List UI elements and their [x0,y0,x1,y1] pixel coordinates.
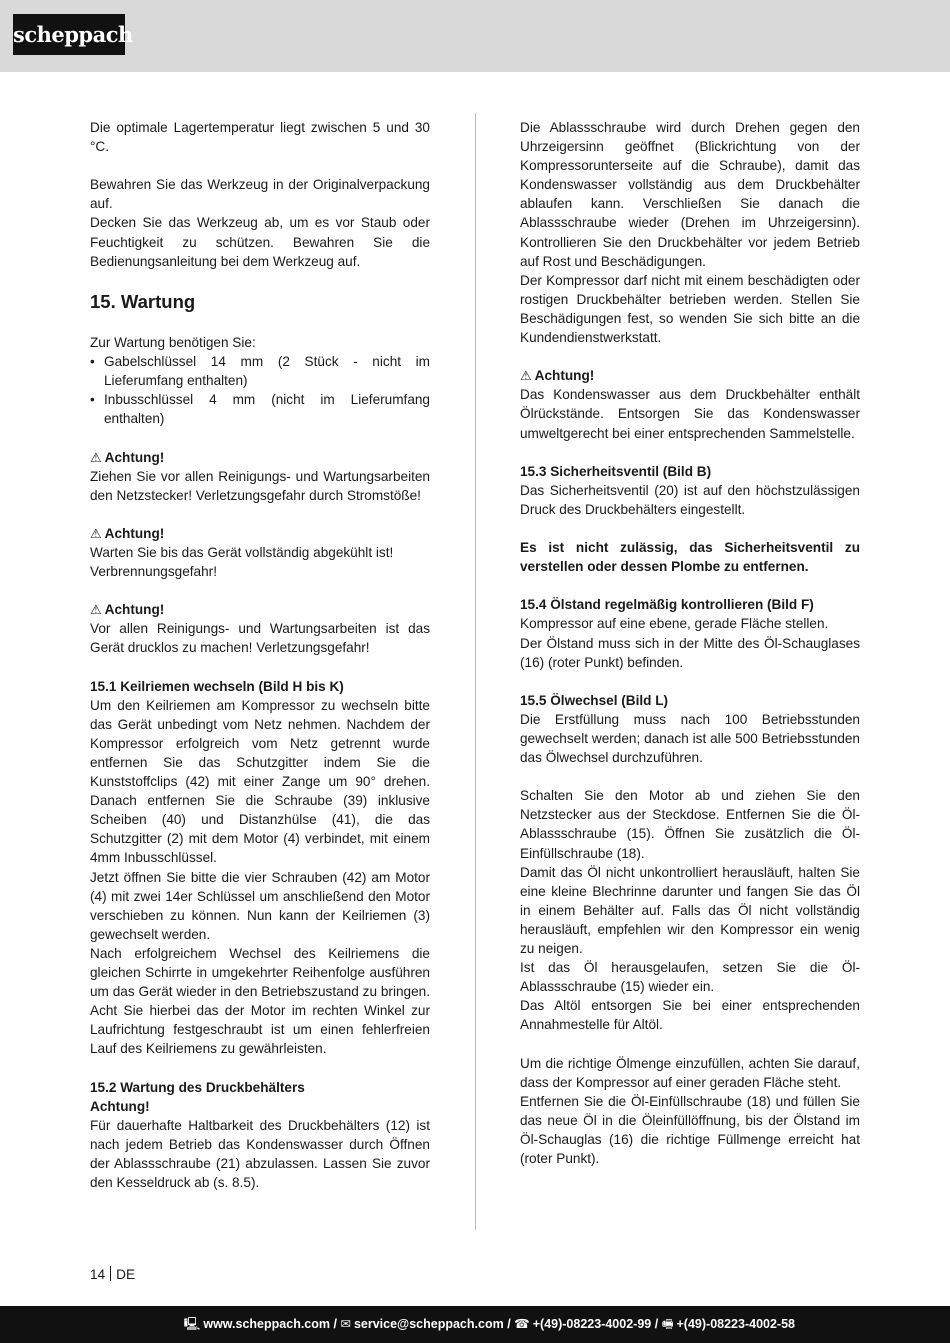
footer-separator: / [654,1317,659,1331]
phone-icon: ☎︎ [514,1317,530,1331]
storage-cover-text: Decken Sie das Werkzeug ab, um es vor Staub oder Feuchtigkeit zu schützen. Bewahren Sie die Bedienungsanleitung bei dem Werkzeug auf. [90,215,430,269]
page-separator [110,1266,111,1281]
oil-change-text-4: Ist das Öl herausgelaufen, setzen Sie die Öl-Ablassschraube (15) wieder ein. [520,960,860,995]
fax-icon: 🖷︎ [661,1317,674,1331]
oil-change-text-7: Entfernen Sie die Öl-Einfüllschraube (18) und füllen Sie das neue Öl in die Öleinfüllöffnung, bis der Ölstand im Öl-Schauglas (16) die richtige Füllmenge erreicht hat (roter Punkt). [520,1093,860,1167]
warning-triangle-icon: ⚠ [90,602,102,618]
damaged-tank-text: Der Kompressor darf nicht mit einem beschädigten oder rostigen Druckbehälter betrieben werden. Stellen Sie Beschädigungen fest, so wenden Sie sich bitte an die Kundendienstwerkstatt. [520,272,860,346]
warning-title: Achtung! [90,1098,150,1114]
page-footer [0,1306,950,1343]
left-column [90,118,430,1192]
footer-contact [184,1306,795,1343]
oil-level-text-2: Der Ölstand muss sich in der Mitte des Öl-Schauglases (16) (roter Punkt) befinden. [520,635,860,670]
storage-temperature-text: Die optimale Lagertemperatur liegt zwischen 5 und 30 °C. [90,120,430,155]
oil-level-text-1: Kompressor auf eine ebene, gerade Fläche stellen. [520,616,829,632]
oil-change-text-1: Die Erstfüllung muss nach 100 Betriebsstunden gewechselt werden; danach ist alle 500 Betriebsstunden das Ölwechsel durchzuführen. [520,711,860,766]
tools-intro: Zur Wartung benötigen Sie: [90,334,256,350]
computer-icon: 🖳︎ [183,1317,201,1331]
storage-packaging-text: Bewahren Sie das Werkzeug in der Originalverpackung auf. [90,177,430,212]
oil-change-text-6: Um die richtige Ölmenge einzufüllen, achten Sie darauf, dass der Kompressor auf einer geraden Fläche steht. [520,1055,860,1090]
belt-change-text-3: Nach erfolgreichem Wechsel des Keilriemens die gleichen Schirrte in umgekehrter Reihenfolge ausführen um das Gerät wieder in den Betriebszustand zu bringen. Acht Sie hierbei das der Motor im rechten Winkel zur Laufrichtung festgeschraubt ist um einen fehlerfreien Lauf des Keilriemens zu gewährleisten. [90,945,430,1057]
safety-valve-text: Das Sicherheitsventil (20) ist auf den höchstzulässigen Druck des Druckbehälters eingestellt. [520,482,860,517]
oil-change-text-5: Das Altöl entsorgen Sie bei einer entsprechenden Annahmestelle für Altöl. [520,998,860,1033]
warning-title: Achtung! [104,449,165,465]
subsection-title-15-5: 15.5 Ölwechsel (Bild L) [520,692,669,708]
footer-website[interactable]: www.scheppach.com [203,1317,330,1331]
right-column [520,118,860,1168]
subsection-title-15-1: 15.1 Keilriemen wechseln (Bild H bis K) [90,678,344,694]
oil-change-text-3: Damit das Öl nicht unkontrolliert herausläuft, halten Sie eine kleine Blechrinne darunter und fangen Sie das Öl in einem Behälter auf. Falls das Öl nicht vollständig herausläuft, empfehlen wir den Kompressor ein wenig zu neigen. [520,864,860,957]
page-number [90,1266,135,1282]
oil-change-text-2: Schalten Sie den Motor ab und ziehen Sie den Netzstecker aus der Steckdose. Entfernen Sie die Öl-Ablassschraube (15). Öffnen Sie zusätzlich die Öl-Einfüllschraube (18). [520,788,860,861]
mail-icon: ✉︎ [340,1317,351,1331]
warning-triangle-icon: ⚠ [520,368,532,384]
page-language: DE [116,1267,136,1282]
footer-fax: +(49)-08223-4002-58 [676,1317,795,1331]
footer-phone: +(49)-08223-4002-99 [532,1317,652,1331]
tools-list [90,352,430,428]
subsection-title-15-4: 15.4 Ölstand regelmäßig kontrollieren (Bild F) [520,597,814,613]
warning-heading [90,600,430,619]
warning-triangle-icon: ⚠ [90,525,102,541]
page-number-value: 14 [90,1267,106,1282]
warning-text: Verbrennungsgefahr! [90,564,217,580]
safety-valve-notice: Es ist nicht zulässig, das Sicherheitsventil zu verstellen oder dessen Plombe zu entfernen. [520,540,860,575]
column-divider [475,113,476,1230]
footer-separator: / [507,1317,511,1331]
warning-title: Achtung! [104,525,165,541]
footer-email[interactable]: service@scheppach.com [353,1317,504,1331]
tank-maintenance-text: Für dauerhafte Haltbarkeit des Druckbehälters (12) ist nach jedem Betrieb das Kondenswasser durch Öffnen der Ablassschraube (21) abzulassen. Lassen Sie zuvor den Kesseldruck ab (s. 8.5). [90,1117,430,1191]
warning-heading [90,448,430,467]
warning-title: Achtung! [534,368,595,384]
section-title-wartung: 15. Wartung [90,290,196,312]
warning-triangle-icon: ⚠ [90,449,102,465]
warning-title: Achtung! [104,602,165,618]
warning-heading [90,524,430,543]
footer-separator: / [333,1317,337,1331]
warning-text: Vor allen Reinigungs- und Wartungsarbeiten ist das Gerät drucklos zu machen! Verletzungsgefahr! [90,621,430,656]
warning-text: Das Kondenswasser aus dem Druckbehälter enthält Ölrückstände. Entsorgen Sie das Kondenswasser umweltgerecht bei einer entsprechenden Sammelstelle. [520,387,860,441]
brand-logo: scheppach [13,14,125,55]
page-header [0,0,950,72]
subsection-title-15-3: 15.3 Sicherheitsventil (Bild B) [520,463,712,479]
subsection-title-15-2: 15.2 Wartung des Druckbehälters [90,1079,305,1095]
warning-heading [520,366,860,385]
warning-text: Warten Sie bis das Gerät vollständig abgekühlt ist! [90,544,394,560]
drain-screw-text: Die Ablassschraube wird durch Drehen gegen den Uhrzeigersinn geöffnet (Blickrichtung von der Kompressorunterseite auf die Schraube), damit das Kondenswasser vollständig aus dem Druckbehälter ablaufen kann. Verschließen Sie danach die Ablassschraube wieder (Drehen im Uhrzeigersinn). Kontrollieren Sie den Druckbehälter vor jedem Betrieb auf Rost und Beschädigungen. [520,120,860,269]
list-item: • Inbusschlüssel 4 mm (nicht im Lieferumfang enthalten) [90,390,430,428]
warning-text: Ziehen Sie vor allen Reinigungs- und Wartungsarbeiten den Netzstecker! Verletzungsgefahr durch Stromstöße! [90,468,430,503]
belt-change-text-1: Um den Keilriemen am Kompressor zu wechseln bitte das Gerät unbedingt vom Netz nehmen. Nachdem der Kompressor erfolgreich vom Netz getrennt wurde entfernen Sie das Schutzgitter indem Sie die Kunststoffclips (42) mit einer Zange um 90° drehen. Danach entfernen Sie die Schraube (39) inklusive Scheiben (40) und Distanzhülse (41), die das Schutzgitter (2) mit dem Motor (4) verbindet, mit einem 4mm Inbusschlüssel. [90,697,430,866]
belt-change-text-2: Jetzt öffnen Sie bitte die vier Schrauben (42) am Motor (4) mit zwei 14er Schlüssel um anschließend den Motor verschieben zu können. Nun kann der Keilriemen (3) gewechselt werden. [90,869,430,942]
list-item: • Gabelschlüssel 14 mm (2 Stück - nicht im Lieferumfang enthalten) [90,352,430,390]
